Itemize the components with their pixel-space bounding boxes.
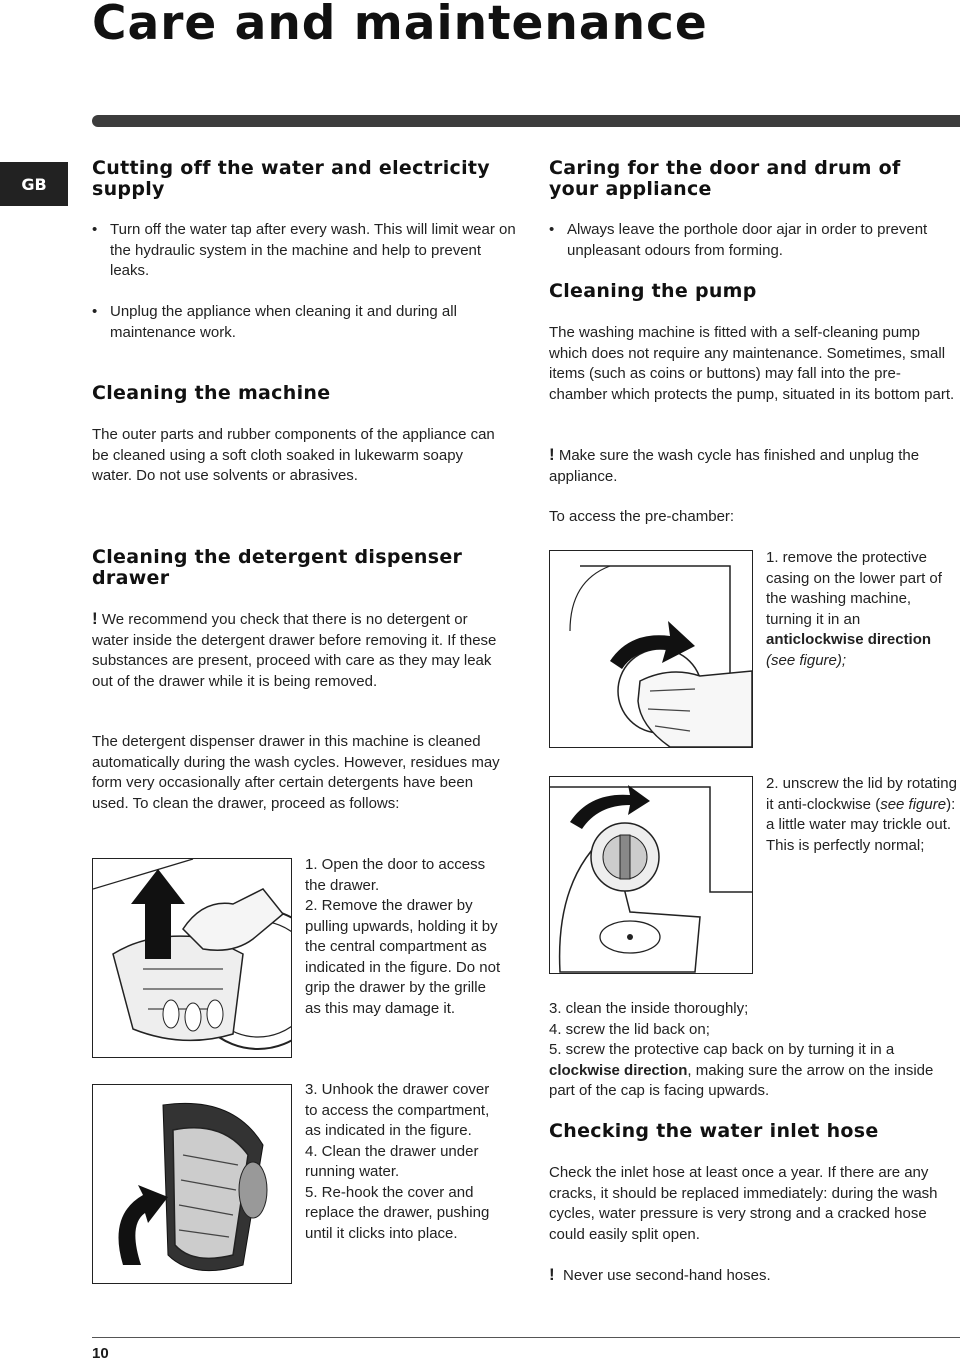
heading-cleaning-pump: Cleaning the pump [549,280,757,302]
fig3-text-c: (see figure); [766,651,847,669]
warning-mark: ! [549,1265,555,1284]
language-tab: GB [0,162,68,206]
step-3: 3. Unhook the drawer cover to access the compartment, as indicated in the figure. [305,1081,490,1139]
fig4-text-a: 2. unscrew the lid by rotating it anti-clockwise ( [766,775,957,813]
page-number: 10 [92,1345,109,1362]
pump-steps [549,999,957,1102]
step-cap-a: 5. screw the protective cap back on by turning it in a [549,1041,895,1058]
detergent-warning [92,609,504,692]
step-2: 2. Remove the drawer by pulling upwards, holding it by the central compartment as indicated in the figure. Do not grip the drawer by the grille as this may damage it. [305,897,501,1017]
figure-drawer-cover [92,1084,292,1284]
footer-rule [92,1337,960,1338]
page-title: Care and maintenance [92,0,708,51]
step-screw-lid: 4. screw the lid back on; [549,1020,710,1038]
bullet-text: Unplug the appliance when cleaning it and during all maintenance work. [110,303,457,341]
figure-lid-unscrew [549,776,753,974]
figure-casing-removal [549,550,753,748]
pump-warning [549,445,957,487]
bullet-water-tap: • Turn off the water tap after every wash. This will limit wear on the hydraulic system in the machine and help to prevent leaks. [92,221,516,279]
bullet-text: Always leave the porthole door ajar in order to prevent unpleasant odours from forming. [567,221,928,259]
bullet-unplug: • Unplug the appliance when cleaning it and during all maintenance work. [92,303,457,341]
step-4: 4. Clean the drawer under running water. [305,1142,479,1180]
step-clean-inside: 3. clean the inside thoroughly; [549,1000,749,1017]
fig3-text-a: 1. remove the protective casing on the lower part of the washing machine, turning it in an [766,549,942,628]
warning-text: Make sure the wash cycle has finished and unplug the appliance. [549,447,920,485]
step-cap-c: , making sure the arrow on the inside part of the cap is facing upwards. [549,1061,934,1099]
bullet-text: Turn off the water tap after every wash. This will limit wear on the hydraulic system in the machine and help to prevent leaks. [110,221,516,279]
step-screw-cap [549,1040,957,1102]
heading-cleaning-machine: Cleaning the machine [92,382,331,404]
warning-mark: ! [549,445,555,464]
inlet-hose-text: Check the inlet hose at least once a year. If there are any cracks, it should be replaced immediately: during the wash cycles, water pressure is very strong and a cracked hose could easily split open. [549,1164,938,1243]
step-5: 5. Re-hook the cover and replace the drawer, pushing until it clicks into place. [305,1183,490,1242]
step-cap-b: clockwise direction [549,1061,688,1079]
header-rule [92,115,960,127]
heading-cutting-off: Cutting off the water and electricity supply [92,157,490,200]
pump-text: The washing machine is fitted with a self-cleaning pump which does not require any maintenance. Sometimes, small items (such as coins or buttons) may fall into the pre-chamber which protects the pump, situated in its bottom part. [549,324,955,403]
bullet-porthole: • Always leave the porthole door ajar in order to prevent unpleasant odours from forming. [549,221,928,259]
warning-text: We recommend you check that there is no detergent or water inside the detergent drawer before removing it. If these substances are present, proceed with care as they may leak out of the drawer while it is being removed. [92,611,497,690]
warning-text: Never use second-hand hoses. [554,1267,771,1284]
heading-detergent-drawer: Cleaning the detergent dispenser drawer [92,546,463,589]
figure2-steps [305,1080,505,1244]
warning-mark: ! [92,609,98,628]
cleaning-machine-text: The outer parts and rubber components of the appliance can be cleaned using a soft cloth soaked in lukewarm soapy water. Do not use solvents or abrasives. [92,426,495,484]
pump-access: To access the pre-chamber: [549,508,735,525]
detergent-text: The detergent dispenser drawer in this machine is cleaned automatically during the wash cycles. However, residues may form very occasionally after certain detergents have been used. To clean the drawer, proceed as follows: [92,733,500,812]
figure-drawer-removal [92,858,292,1058]
figure3-text [766,548,958,671]
inlet-hose-warning [549,1265,957,1287]
fig4-text-c: ): a little water may trickle out. This is perfectly normal; [766,795,956,854]
figure1-steps [305,855,505,1019]
fig3-text-b: anticlockwise direction [766,631,932,648]
step-1: 1. Open the door to access the drawer. [305,856,486,894]
fig4-text-b: see figure [880,795,947,813]
figure4-text [766,774,958,856]
heading-inlet-hose: Checking the water inlet hose [549,1120,879,1142]
heading-door-drum: Caring for the door and drum of your appliance [549,157,901,200]
